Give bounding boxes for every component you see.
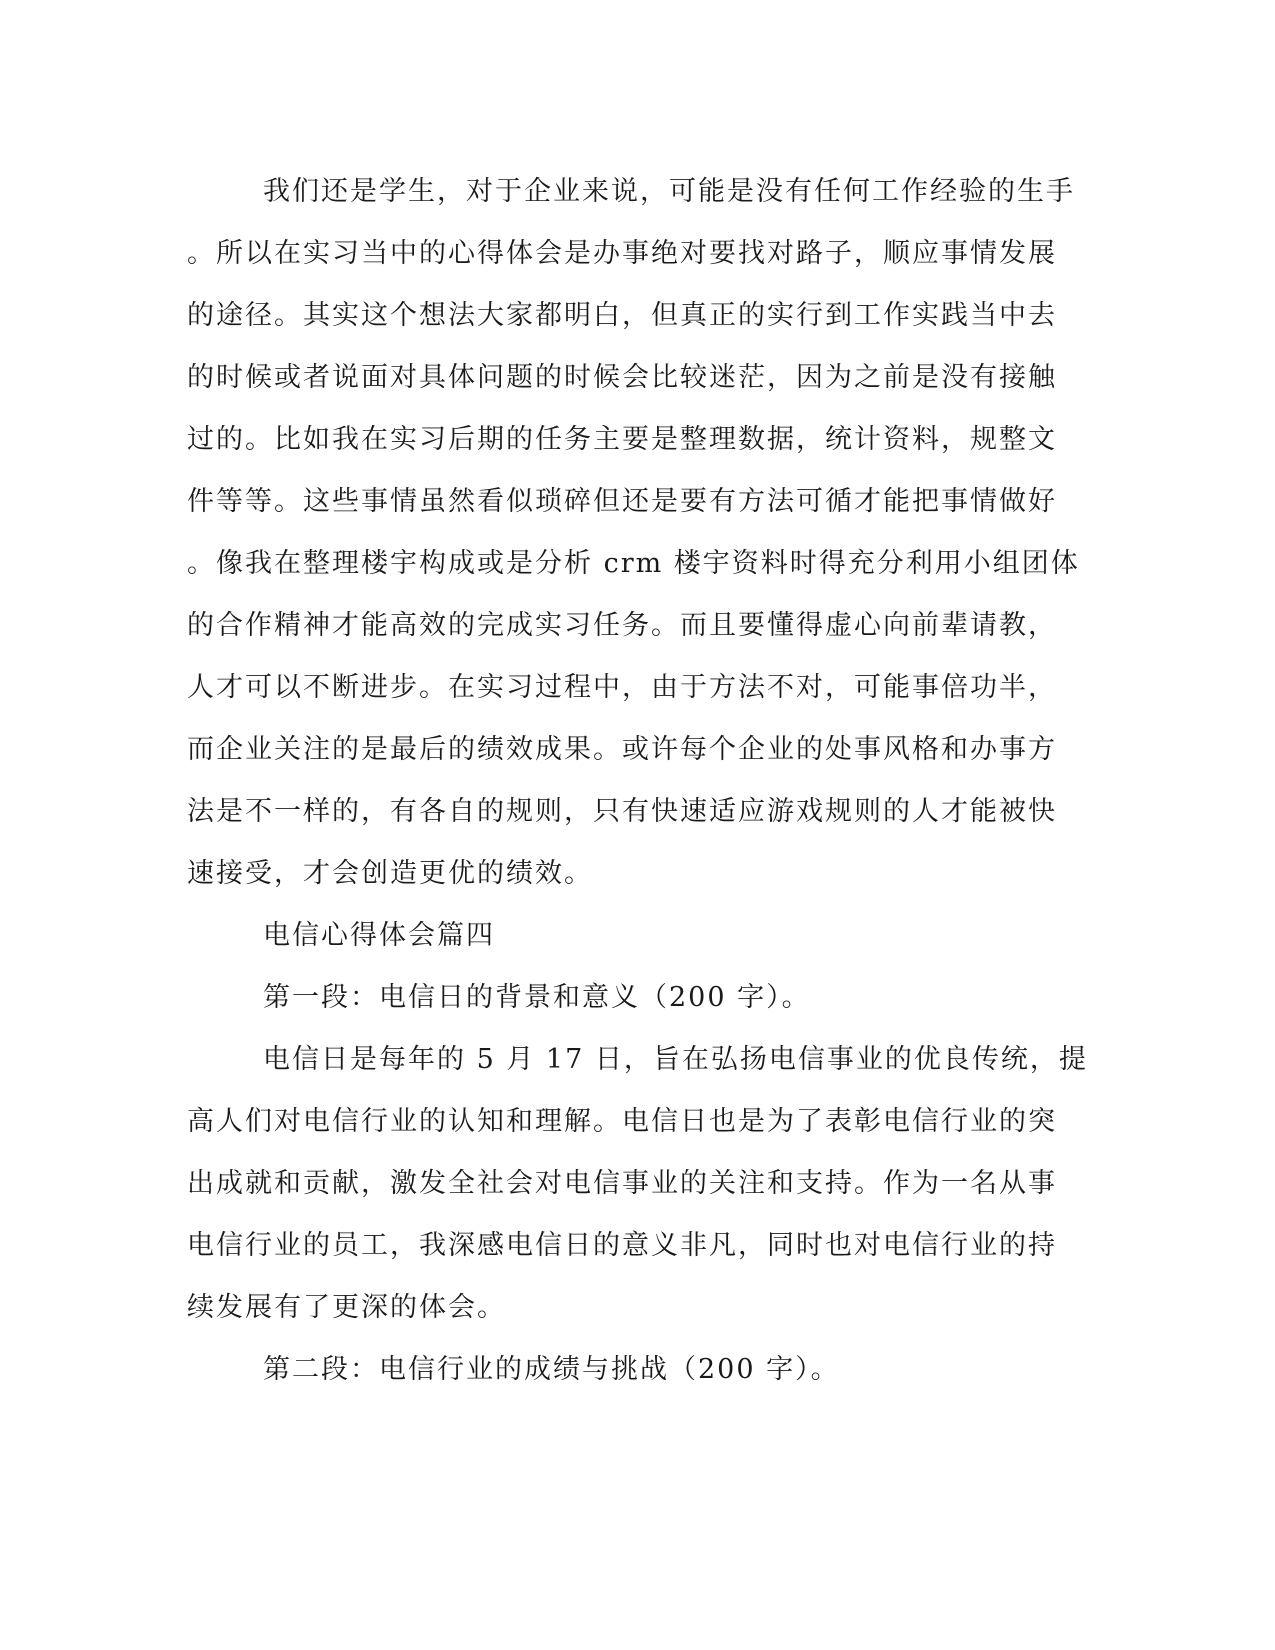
subheading-text: 第二段：电信行业的成绩与挑战（200 字）。 [263, 1354, 840, 1385]
document-body [187, 161, 1087, 1401]
heading-text: 电信心得体会篇四 [263, 920, 495, 951]
paragraph-internship-reflection [187, 161, 1087, 905]
text-line: 过的。比如我在实习后期的任务主要是整理数据，统计资料，规整文 [187, 424, 1057, 455]
subheading-text: 第一段：电信日的背景和意义（200 字）。 [263, 982, 811, 1013]
text-line: 法是不一样的，有各自的规则，只有快速适应游戏规则的人才能被快 [187, 796, 1057, 827]
text-line: 我们还是学生，对于企业来说，可能是没有任何工作经验的生手 [263, 176, 1075, 207]
text-line: 人才可以不断进步。在实习过程中，由于方法不对，可能事倍功半， [187, 672, 1057, 703]
text-line: 电信行业的员工，我深感电信日的意义非凡，同时也对电信行业的持 [187, 1230, 1057, 1261]
text-line: 而企业关注的是最后的绩效成果。或许每个企业的处事风格和办事方 [187, 734, 1057, 765]
text-line: 出成就和贡献，激发全社会对电信事业的关注和支持。作为一名从事 [187, 1168, 1057, 1199]
text-line: 续发展有了更深的体会。 [187, 1292, 506, 1323]
text-line: 电信日是每年的 5 月 17 日，旨在弘扬电信事业的优良传统，提 [263, 1044, 1088, 1075]
text-line: 。所以在实习当中的心得体会是办事绝对要找对路子，顺应事情发展 [187, 238, 1057, 269]
section-heading [187, 905, 1087, 967]
text-line: 速接受，才会创造更优的绩效。 [187, 858, 593, 889]
paragraph-telecom-day [187, 1029, 1087, 1339]
text-line: 高人们对电信行业的认知和理解。电信日也是为了表彰电信行业的突 [187, 1106, 1057, 1137]
text-line: 的时候或者说面对具体问题的时候会比较迷茫，因为之前是没有接触 [187, 362, 1057, 393]
subheading-part-one [187, 967, 1087, 1029]
text-line: 的途径。其实这个想法大家都明白，但真正的实行到工作实践当中去 [187, 300, 1057, 331]
text-line: 。像我在整理楼宇构成或是分析 crm 楼宇资料时得充分利用小组团体 [187, 548, 1080, 579]
text-line: 件等等。这些事情虽然看似琐碎但还是要有方法可循才能把事情做好 [187, 486, 1057, 517]
subheading-part-two [187, 1339, 1087, 1401]
text-line: 的合作精神才能高效的完成实习任务。而且要懂得虚心向前辈请教， [187, 610, 1057, 641]
